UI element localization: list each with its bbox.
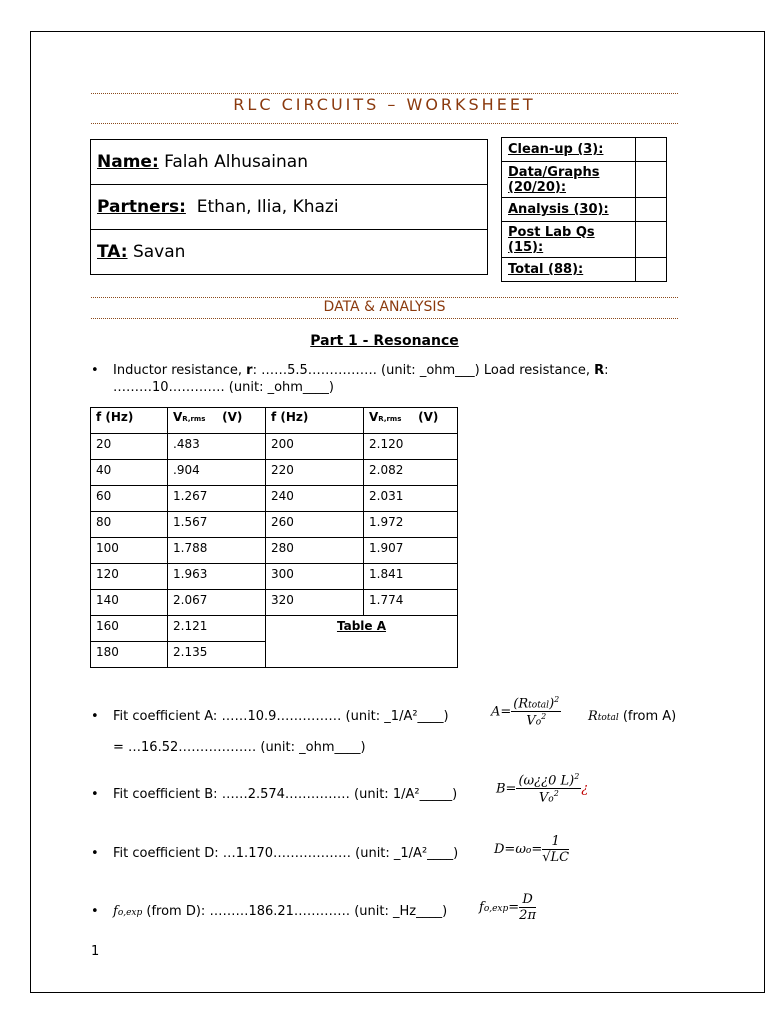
name-label: Name: [97, 152, 159, 172]
table-cell: 300 [266, 564, 364, 590]
frac-num: (Rtotal)$^2$ [513, 695, 560, 712]
table-cell: 100 [91, 538, 168, 564]
resonance-table [90, 407, 458, 668]
table-cell: 1.963 [168, 564, 266, 590]
resistance-item [91, 363, 678, 397]
ta-label: TA: [97, 242, 128, 262]
frac-den: Vo$^2$ [526, 712, 547, 729]
table-caption: Table A [266, 616, 458, 668]
section-heading: DATA & ANALYSIS [323, 299, 446, 315]
title-rule-top [91, 93, 678, 94]
table-cell: 1.841 [364, 564, 458, 590]
frac-den: 2π [519, 908, 536, 923]
v-symbol: V [369, 410, 379, 424]
table-cell: 140 [91, 590, 168, 616]
table-cell: 200 [266, 434, 364, 460]
r-label: r [246, 363, 253, 378]
table-cell: 40 [91, 460, 168, 486]
name-cell [91, 140, 488, 185]
table-cell: 2.135 [168, 642, 266, 668]
math-Rtotal: Rtotal [588, 709, 619, 724]
table-cell: 2.067 [168, 590, 266, 616]
partners-label: Partners: [97, 197, 186, 217]
math-A: A= [491, 704, 512, 720]
table-cell: 2.121 [168, 616, 266, 642]
title-rule-bottom [91, 123, 678, 124]
table-cell: 280 [266, 538, 364, 564]
resistance-line-2: ………10…………. (unit: _ohm____) [113, 380, 335, 395]
table-cell: 1.907 [364, 538, 458, 564]
r-total-from-a [588, 709, 676, 724]
score-value [636, 258, 667, 282]
bullet-dot: • [91, 904, 99, 919]
formula-b [496, 772, 588, 806]
page-number: 1 [91, 944, 100, 959]
math-f-eq: fo,exp= [479, 900, 520, 915]
fit-a-line2: = …16.52……………… (unit: _ohm____) [113, 740, 366, 755]
score-label: Data/Graphs (20/20): [502, 162, 636, 198]
worksheet-title: RLC CIRCUITS – WORKSHEET [233, 95, 536, 114]
score-value [636, 222, 667, 258]
score-label: Clean-up (3): [502, 138, 636, 162]
col-f: f (Hz) [266, 408, 364, 434]
table-cell: 220 [266, 460, 364, 486]
frac-den: √LC [542, 850, 570, 865]
fit-d-item [91, 834, 678, 880]
frac-num: 1 [542, 834, 569, 850]
v-unit: (V) [418, 410, 439, 424]
math-B: B= [496, 781, 517, 797]
col-v [364, 408, 458, 434]
v-symbol: V [173, 410, 183, 424]
score-value [636, 198, 667, 222]
frac-num: D [519, 892, 536, 908]
ta-cell [91, 230, 488, 275]
partners-value: Ethan, Ilia, Khazi [185, 197, 339, 217]
resistance-text: : ……5.5……………. (unit: _ohm___) Load resistance, [252, 363, 595, 378]
score-label: Total (88): [502, 258, 636, 282]
table-cell: 1.972 [364, 512, 458, 538]
table-cell: 160 [91, 616, 168, 642]
part-heading: Part 1 - Resonance [310, 333, 459, 349]
ta-value: Savan [127, 242, 186, 262]
table-cell: 2.082 [364, 460, 458, 486]
f-exp-item [91, 892, 678, 934]
table-cell: .483 [168, 434, 266, 460]
frac-d [542, 834, 569, 865]
v-subscript: R,rms [378, 415, 402, 423]
table-cell: 20 [91, 434, 168, 460]
frac-num: (ω¿¿0 L)$^2$ [518, 772, 580, 789]
v-subscript: R,rms [182, 415, 206, 423]
fit-a-item [91, 695, 678, 763]
bullet-dot: • [91, 363, 99, 378]
resistance-prefix: Inductor resistance, [113, 363, 247, 378]
section-rule-top [91, 297, 678, 298]
table-cell: .904 [168, 460, 266, 486]
formula-a [491, 695, 561, 729]
formula-f [479, 892, 536, 923]
fit-b-text: Fit coefficient B: ……2.574…………… (unit: 1/A²_____) [113, 787, 458, 802]
table-cell: 180 [91, 642, 168, 668]
table-cell: 2.031 [364, 486, 458, 512]
math-D: D=ωo= [494, 842, 543, 857]
table-cell: 60 [91, 486, 168, 512]
table-cell: 1.267 [168, 486, 266, 512]
frac-f [519, 892, 536, 923]
partners-cell [91, 185, 488, 230]
student-info-table [90, 139, 488, 275]
table-cell: 1.567 [168, 512, 266, 538]
col-f: f (Hz) [91, 408, 168, 434]
math-glyph: ¿ [581, 781, 589, 797]
frac-b [516, 772, 581, 806]
bullet-dot: • [91, 709, 99, 724]
col-v [168, 408, 266, 434]
table-cell: 1.774 [364, 590, 458, 616]
resistance-colon: : [604, 363, 609, 378]
resistance-line-1 [113, 363, 609, 378]
fit-a-text: Fit coefficient A: ……10.9…………… (unit: _1/A²____) [113, 709, 449, 724]
table-cell: 260 [266, 512, 364, 538]
section-rule-bottom [91, 318, 678, 319]
bullet-dot: • [91, 787, 99, 802]
score-value [636, 162, 667, 198]
score-table [501, 137, 667, 282]
score-value [636, 138, 667, 162]
score-label: Analysis (30): [502, 198, 636, 222]
table-cell: 80 [91, 512, 168, 538]
from-a-label: (from A) [618, 709, 677, 724]
frac-a [511, 695, 561, 729]
fit-d-text: Fit coefficient D: …1.170……………… (unit: _1/A²____) [113, 846, 459, 861]
bullet-dot: • [91, 846, 99, 861]
R-label: R [594, 363, 605, 378]
table-cell: 120 [91, 564, 168, 590]
table-cell: 2.120 [364, 434, 458, 460]
formula-d [494, 834, 569, 865]
f-exp-body: (from D): ………186.21…………. (unit: _Hz____) [142, 904, 448, 919]
f-exp-text [113, 904, 447, 919]
v-unit: (V) [222, 410, 243, 424]
score-label: Post Lab Qs (15): [502, 222, 636, 258]
frac-den: Vo$^2$ [538, 789, 559, 806]
table-cell: 1.788 [168, 538, 266, 564]
name-value: Falah Alhusainan [158, 152, 308, 172]
table-cell: 320 [266, 590, 364, 616]
math-f: fo,exp [113, 904, 143, 919]
table-cell: 240 [266, 486, 364, 512]
